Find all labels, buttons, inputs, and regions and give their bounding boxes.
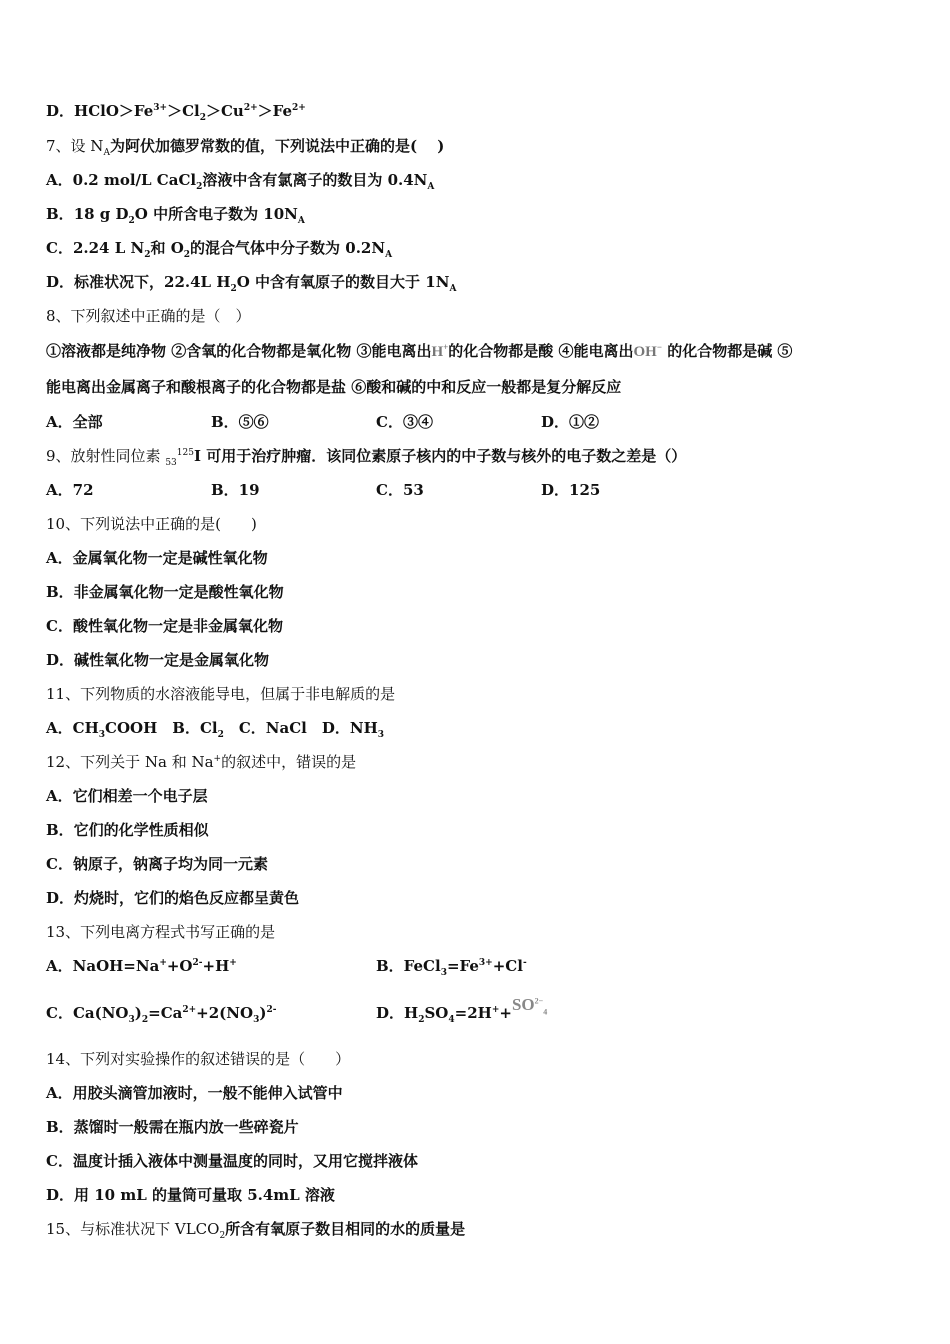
q8-option-b: B．⑤⑥ — [211, 413, 269, 431]
q11-stem: 11、下列物质的水溶液能导电，但属于非电解质的是 — [46, 685, 396, 703]
q12-option-c: C．钠原子，钠离子均为同一元素 — [46, 855, 268, 873]
q13-option-d: D．$H_2SO_4=2H^++SO^{2-}_4$ — [376, 995, 548, 1025]
q8-stem: 8、下列叙述中正确的是（ ） — [46, 307, 251, 325]
q13-option-a: A．$NaOH=Na^++O^{2-}+H^+$ — [46, 957, 237, 975]
sulfate-ion-formula: $SO^{2-}_4$ — [511, 995, 548, 1017]
q8-option-d: D．①② — [541, 413, 600, 431]
q10-option-b: B．非金属氧化物一定是酸性氧化物 — [46, 583, 284, 601]
q14-option-c: C．温度计插入液体中测量温度的同时，又用它搅拌液体 — [46, 1152, 418, 1170]
q9-option-a: A．72 — [46, 481, 94, 499]
q14-stem: 14、下列对实验操作的叙述错误的是（ ） — [46, 1050, 351, 1068]
q9-option-c: C．53 — [376, 481, 424, 499]
q13-option-b: B．$FeCl_3=Fe^{3+}+Cl^-$ — [376, 957, 527, 978]
q9-option-b: B．19 — [211, 481, 260, 499]
q8-option-a: A．全部 — [46, 413, 103, 431]
q12-option-d: D．灼烧时，它们的焰色反应都呈黄色 — [46, 889, 300, 907]
q10-option-c: C．酸性氧化物一定是非金属氧化物 — [46, 617, 283, 635]
h-ion-formula: H+ — [431, 342, 449, 360]
q10-stem: 10、下列说法中正确的是( ) — [46, 515, 257, 533]
q7-option-c: C．2.24 L $N_2$和 $O_2$的混合气体中分子数为 $0.2N_A$ — [46, 239, 393, 260]
q7-stem: 7、设 $N_A$为阿伏加德罗常数的值，下列说法中正确的是( ) — [46, 137, 445, 158]
q12-stem: 12、下列关于 Na 和 Na+的叙述中，错误的是 — [46, 753, 357, 771]
q10-option-d: D．碱性氧化物一定是金属氧化物 — [46, 651, 270, 669]
q7-option-b: B．18 g $D_2O$ 中所含电子数为 $10N_A$ — [46, 205, 305, 226]
q12-option-a: A．它们相差一个电子层 — [46, 787, 208, 805]
q14-option-a: A．用胶头滴管加液时，一般不能伸入试管中 — [46, 1084, 343, 1102]
q8-option-c: C．③④ — [376, 413, 433, 431]
q13-stem: 13、下列电离方程式书写正确的是 — [46, 923, 276, 941]
oh-ion-formula: OH− — [633, 342, 662, 360]
q6-option-d: D．$HClO>Fe^{3+}>Cl_2>Cu^{2+}>Fe^{2+}$ — [46, 102, 306, 123]
q8-statements-line-1: ①溶液都是纯净物 ②含氧的化合物都是氧化物 ③能电离出H+的化合物都是酸 ④能电离出OH− 的化合物都是碱 ⑤ — [46, 342, 793, 360]
q9-stem: 9、放射性同位素 $_{53}^{125}$I 可用于治疗肿瘤．该同位素原子核内的中子数与核外的电子数之差是（） — [46, 447, 687, 468]
q11-options: A．$CH_3COOH$ B．$Cl_2$ C．NaCl D．$NH_3$ — [46, 719, 385, 740]
q7-option-d: D．标准状况下，22.4L $H_2O$ 中含有氧原子的数目大于 $1N_A$ — [46, 273, 457, 294]
q12-option-b: B．它们的化学性质相似 — [46, 821, 209, 839]
q9-option-d: D．125 — [541, 481, 601, 499]
q14-option-d: D．用 10 mL 的量筒可量取 5.4mL 溶液 — [46, 1186, 335, 1204]
q13-option-c: C．$Ca(NO_3)_2=Ca^{2+}+2(NO_3)^{2-}$ — [46, 1004, 277, 1025]
q14-option-b: B．蒸馏时一般需在瓶内放一些碎瓷片 — [46, 1118, 299, 1136]
q10-option-a: A．金属氧化物一定是碱性氧化物 — [46, 549, 268, 567]
q7-option-a: A．0.2 mol/L CaCl$_2$溶液中含有氯离子的数目为 $0.4N_A$ — [46, 171, 435, 192]
q15-stem: 15、与标准状况下 $VLCO_2$所含有氧原子数目相同的水的质量是 — [46, 1220, 466, 1241]
q8-statements-line-2: 能电离出金属离子和酸根离子的化合物都是盐 ⑥酸和碱的中和反应一般都是复分解反应 — [46, 378, 622, 396]
